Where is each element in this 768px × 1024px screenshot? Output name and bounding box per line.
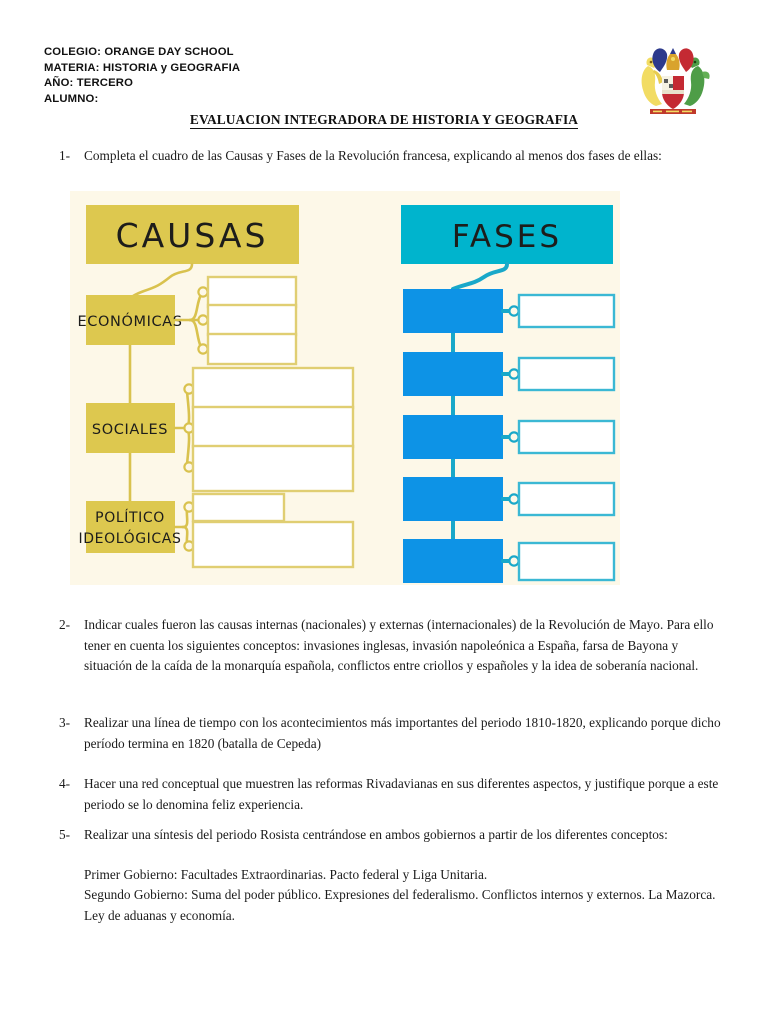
question-text-2: Indicar cuales fueron las causas internas (nacionales) y externas (internacionales) de la Revolución de Mayo. Para ello tener en cuenta los siguientes conceptos: invasiones inglesas, invasión napoleónica a España, farsa de Bayona y situación de la caída de la monarquía española, conflictos entre criollos y españoles y la idea de soberanía nacional. xyxy=(84,617,714,673)
causa-blank-box-politico-1 xyxy=(193,494,284,521)
fase-blank-box-2 xyxy=(519,358,614,390)
causa-blank-box-economicas-1 xyxy=(208,277,296,307)
question-number-3: 3- xyxy=(59,715,71,730)
causas-header-label: CAUSAS xyxy=(115,216,269,255)
causa-label-economicas: ECONÓMICAS xyxy=(77,314,183,330)
causa-blank-box-sociales-2 xyxy=(193,407,353,447)
question-text-4: Hacer una red conceptual que muestren las reformas Rivadavianas en sus diferentes aspectos, y justifique porque a este periodo se lo denomina feliz experiencia. xyxy=(84,776,719,812)
fase-box-5 xyxy=(403,539,503,583)
question-item-4 xyxy=(57,774,722,815)
causa-blank-box-politico-2 xyxy=(193,522,353,567)
causa-label-politico-line2: IDEOLÓGICAS xyxy=(78,531,182,547)
fase-blank-box-3 xyxy=(519,421,614,453)
causa-blank-box-sociales-1 xyxy=(193,368,353,408)
fases-header-label: FASES xyxy=(451,219,563,255)
question-body-2 xyxy=(84,615,722,677)
causas-fases-diagram xyxy=(70,191,620,585)
header-line-materia: MATERIA: HISTORIA y GEOGRAFIA xyxy=(44,61,241,74)
causa-label-politico-line1: POLÍTICO xyxy=(95,510,165,526)
question-text-5-primer-gobierno: Primer Gobierno: Facultades Extraordinarias. Pacto federal y Liga Unitaria. xyxy=(84,866,488,882)
question-number-2: 2- xyxy=(59,617,71,632)
question-number-5: 5- xyxy=(59,827,71,842)
causa-label-sociales: SOCIALES xyxy=(91,422,169,438)
question-text-5: Realizar una síntesis del periodo Rosista centrándose en ambos gobiernos a partir de los diferentes conceptos: xyxy=(84,827,668,842)
page-title xyxy=(0,112,768,128)
fase-box-1 xyxy=(403,289,503,333)
question-number-1: 1- xyxy=(59,148,71,163)
header-line-colegio: COLEGIO: ORANGE DAY SCHOOL xyxy=(44,46,234,58)
fase-blank-box-5 xyxy=(519,543,614,580)
causa-blank-box-economicas-3 xyxy=(208,334,296,364)
coat-of-arms-icon xyxy=(632,38,714,118)
fase-box-4 xyxy=(403,477,503,521)
question-body-3 xyxy=(84,713,722,754)
question-text-1: Completa el cuadro de las Causas y Fases de la Revolución francesa, explicando al menos dos fases de ellas: xyxy=(84,148,662,163)
question-text-5-segundo-gobierno: Segundo Gobierno: Suma del poder público. Expresiones del federalismo. Conflictos internos y externos. La Mazorca. Ley de aduanas y economía. xyxy=(84,887,716,923)
question-item-1 xyxy=(57,146,722,167)
question-item-3 xyxy=(57,713,722,754)
question-body-4 xyxy=(84,774,722,815)
causa-blank-box-sociales-3 xyxy=(193,446,353,491)
header-line-ano: AÑO: TERCERO xyxy=(44,77,134,90)
question-item-2 xyxy=(57,615,722,677)
page-title-text: EVALUACION INTEGRADORA DE HISTORIA Y GEOGRAFIA xyxy=(189,112,579,127)
question-body-1 xyxy=(84,146,722,167)
question-body-5 xyxy=(84,825,722,926)
question-item-5 xyxy=(57,825,722,926)
fase-box-3 xyxy=(403,415,503,459)
question-number-4: 4- xyxy=(59,776,71,791)
fase-blank-box-4 xyxy=(519,483,614,515)
fase-blank-box-1 xyxy=(519,295,614,327)
causa-blank-box-economicas-2 xyxy=(208,305,296,335)
school-header xyxy=(44,45,604,107)
fase-box-2 xyxy=(403,352,503,396)
question-text-3: Realizar una línea de tiempo con los acontecimientos más importantes del periodo 1810-1820, explicando porque dicho período termina en 1820 (batalla de Cepeda) xyxy=(84,715,721,751)
header-line-alumno: ALUMNO: xyxy=(44,92,99,105)
